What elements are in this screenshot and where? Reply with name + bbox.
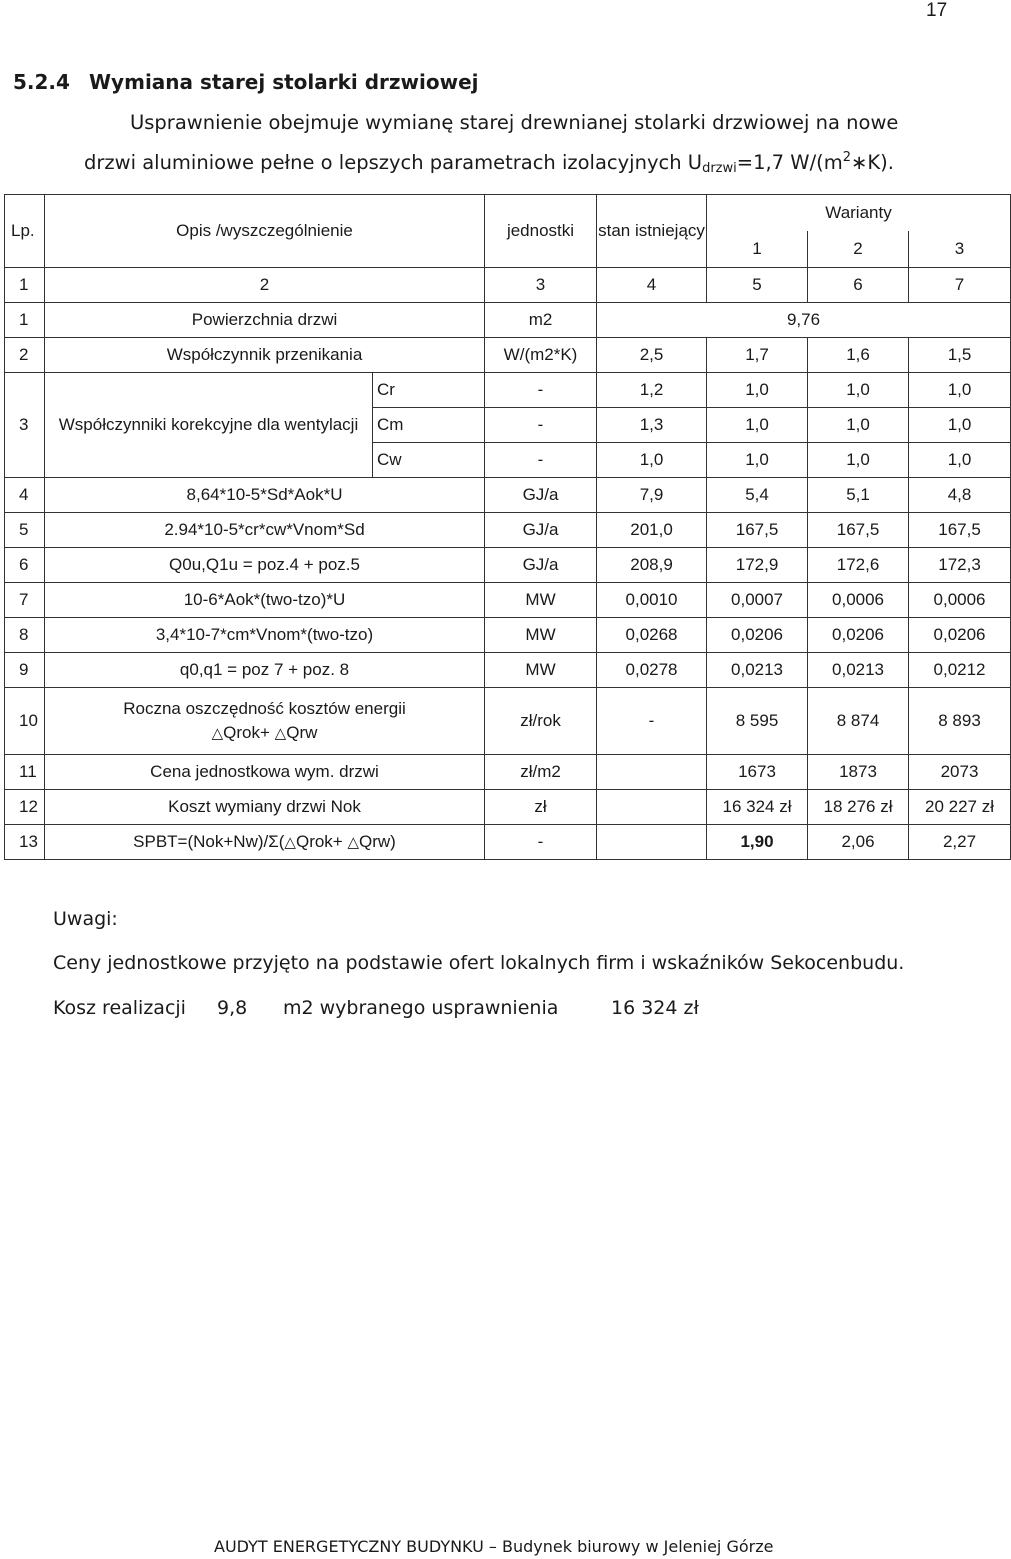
delta-icon: △ bbox=[347, 834, 360, 851]
cost-area: 9,8 bbox=[217, 997, 248, 1019]
colnum: 5 bbox=[707, 268, 808, 303]
row-unit: MW bbox=[485, 653, 597, 688]
row-desc-line2 bbox=[45, 721, 484, 746]
row-desc bbox=[45, 825, 485, 860]
colnum: 6 bbox=[808, 268, 909, 303]
cell-w3: 2073 bbox=[909, 755, 1011, 790]
cost-label: Kosz realizacji bbox=[53, 997, 186, 1019]
cell-stan: 2,5 bbox=[597, 338, 707, 373]
intro-paragraph bbox=[84, 105, 944, 186]
header-row-1 bbox=[5, 195, 1011, 232]
formula-part: SPBT=(Nok+Nw)/Σ( bbox=[133, 832, 285, 851]
cell-stan: 0,0268 bbox=[597, 618, 707, 653]
cell-w1: 0,0206 bbox=[707, 618, 808, 653]
cell-stan: 0,0278 bbox=[597, 653, 707, 688]
cell-stan bbox=[597, 825, 707, 860]
unit-superscript: 2 bbox=[842, 150, 852, 165]
row-desc bbox=[45, 688, 485, 755]
cost-unit: m2 wybranego usprawnienia bbox=[283, 997, 559, 1019]
cell-w1: 16 324 zł bbox=[707, 790, 808, 825]
header-w1: 1 bbox=[707, 231, 808, 268]
row-lp: 10 bbox=[5, 688, 45, 755]
row-unit: W/(m2*K) bbox=[485, 338, 597, 373]
cell-w3: 172,3 bbox=[909, 548, 1011, 583]
table-row bbox=[5, 513, 1011, 548]
row-lp: 8 bbox=[5, 618, 45, 653]
section-title: Wymiana starej stolarki drzwiowej bbox=[89, 70, 479, 94]
row-unit: GJ/a bbox=[485, 548, 597, 583]
colnum: 7 bbox=[909, 268, 1011, 303]
notes-prices: Ceny jednostkowe przyjęto na podstawie ofert lokalnych firm i wskaźników Sekocenbudu. bbox=[53, 952, 905, 974]
cell-stan: 1,2 bbox=[597, 373, 707, 408]
row-desc: Koszt wymiany drzwi Nok bbox=[45, 790, 485, 825]
sub-name: Cr bbox=[373, 373, 485, 408]
cell-w3: 167,5 bbox=[909, 513, 1011, 548]
cell-stan: 7,9 bbox=[597, 478, 707, 513]
cell-stan: 201,0 bbox=[597, 513, 707, 548]
cell-w3: 1,0 bbox=[909, 443, 1011, 478]
cell-w2: 1,0 bbox=[808, 373, 909, 408]
row-unit: zł/m2 bbox=[485, 755, 597, 790]
table-row bbox=[5, 303, 1011, 338]
cell-stan: 208,9 bbox=[597, 548, 707, 583]
colnum: 1 bbox=[5, 268, 45, 303]
table-row bbox=[5, 825, 1011, 860]
row-unit: - bbox=[485, 825, 597, 860]
table-row bbox=[5, 478, 1011, 513]
row-desc-line1: Roczna oszczędność kosztów energii bbox=[123, 698, 406, 718]
cell-stan: 1,3 bbox=[597, 408, 707, 443]
header-w3: 3 bbox=[909, 231, 1011, 268]
header-lp: Lp. bbox=[5, 195, 45, 268]
formula-part: Qrok+ bbox=[223, 722, 275, 742]
formula-part: Qrw) bbox=[359, 832, 396, 851]
row-unit: - bbox=[485, 373, 597, 408]
row-lp: 3 bbox=[5, 373, 45, 478]
delta-icon: △ bbox=[211, 724, 224, 742]
row-unit: MW bbox=[485, 618, 597, 653]
table-row bbox=[5, 583, 1011, 618]
cell-w2: 0,0006 bbox=[808, 583, 909, 618]
formula-part: Qrok+ bbox=[295, 832, 348, 851]
cell-w3: 1,5 bbox=[909, 338, 1011, 373]
cell-w1: 1,0 bbox=[707, 373, 808, 408]
colnum: 4 bbox=[597, 268, 707, 303]
intro-end: ∗K). bbox=[851, 151, 894, 174]
cell-w3: 2,27 bbox=[909, 825, 1011, 860]
cell-w3: 20 227 zł bbox=[909, 790, 1011, 825]
row-unit: - bbox=[485, 443, 597, 478]
row-lp: 13 bbox=[5, 825, 45, 860]
colnum: 3 bbox=[485, 268, 597, 303]
cell-w1: 8 595 bbox=[707, 688, 808, 755]
cell-w2: 0,0206 bbox=[808, 618, 909, 653]
cell-w1: 1,90 bbox=[707, 825, 808, 860]
row-desc: 2.94*10-5*cr*cw*Vnom*Sd bbox=[45, 513, 485, 548]
row-desc: 8,64*10-5*Sd*Aok*U bbox=[45, 478, 485, 513]
row-lp: 5 bbox=[5, 513, 45, 548]
row-lp: 7 bbox=[5, 583, 45, 618]
cell-w2: 18 276 zł bbox=[808, 790, 909, 825]
page-number: 17 bbox=[926, 0, 948, 21]
cell-w3: 0,0206 bbox=[909, 618, 1011, 653]
table-row bbox=[5, 688, 1011, 755]
row-desc: Współczynnik przenikania bbox=[45, 338, 485, 373]
row-unit: MW bbox=[485, 583, 597, 618]
table-row bbox=[5, 548, 1011, 583]
cell-w2: 1,0 bbox=[808, 408, 909, 443]
row-desc: Powierzchnia drzwi bbox=[45, 303, 485, 338]
cell-w3: 0,0212 bbox=[909, 653, 1011, 688]
table-row bbox=[5, 618, 1011, 653]
table-row bbox=[5, 755, 1011, 790]
formula-part: Qrw bbox=[286, 722, 318, 742]
cell-w3: 1,0 bbox=[909, 373, 1011, 408]
section-number: 5.2.4 bbox=[13, 70, 70, 94]
header-jednostki: jednostki bbox=[485, 195, 597, 268]
cell-w2: 5,1 bbox=[808, 478, 909, 513]
delta-icon: △ bbox=[274, 724, 287, 742]
cell-w1: 0,0007 bbox=[707, 583, 808, 618]
calculation-table bbox=[4, 194, 1011, 860]
cell-w1: 1,0 bbox=[707, 408, 808, 443]
page-footer: AUDYT ENERGETYCZNY BUDYNKU – Budynek biurowy w Jeleniej Górze bbox=[214, 1537, 774, 1556]
cell-stan: - bbox=[597, 688, 707, 755]
cell-stan bbox=[597, 790, 707, 825]
table-row bbox=[5, 373, 1011, 408]
cell-stan: 1,0 bbox=[597, 443, 707, 478]
row-lp: 9 bbox=[5, 653, 45, 688]
row-desc: Cena jednostkowa wym. drzwi bbox=[45, 755, 485, 790]
cell-w1: 5,4 bbox=[707, 478, 808, 513]
cell-w3: 1,0 bbox=[909, 408, 1011, 443]
cell-w1: 172,9 bbox=[707, 548, 808, 583]
cell-w3: 8 893 bbox=[909, 688, 1011, 755]
cell-stan: 0,0010 bbox=[597, 583, 707, 618]
row-desc: 10-6*Aok*(two-tzo)*U bbox=[45, 583, 485, 618]
cell-w2: 1873 bbox=[808, 755, 909, 790]
table-row bbox=[5, 653, 1011, 688]
cell-w2: 8 874 bbox=[808, 688, 909, 755]
row-desc: Q0u,Q1u = poz.4 + poz.5 bbox=[45, 548, 485, 583]
header-stan: stan istniejący bbox=[597, 195, 707, 268]
row-unit: zł bbox=[485, 790, 597, 825]
intro-line-2 bbox=[84, 140, 944, 186]
cell-stan bbox=[597, 755, 707, 790]
cell-w2: 167,5 bbox=[808, 513, 909, 548]
row-desc: 3,4*10-7*cm*Vnom*(two-tzo) bbox=[45, 618, 485, 653]
sub-name: Cm bbox=[373, 408, 485, 443]
cell-w1: 1673 bbox=[707, 755, 808, 790]
cell-w3: 4,8 bbox=[909, 478, 1011, 513]
row-lp: 12 bbox=[5, 790, 45, 825]
row-unit: - bbox=[485, 408, 597, 443]
intro-line-1: Usprawnienie obejmuje wymianę starej drewnianej stolarki drzwiowej na nowe bbox=[130, 111, 899, 134]
notes-heading: Uwagi: bbox=[53, 908, 118, 930]
row-unit: m2 bbox=[485, 303, 597, 338]
intro-value: =1,7 W/(m bbox=[736, 151, 843, 174]
cell-w1: 1,7 bbox=[707, 338, 808, 373]
row-lp: 4 bbox=[5, 478, 45, 513]
row-unit: zł/rok bbox=[485, 688, 597, 755]
intro-text: drzwi aluminiowe pełne o lepszych parametrach izolacyjnych U bbox=[84, 151, 703, 174]
notes-cost bbox=[53, 997, 699, 1019]
row-lp: 6 bbox=[5, 548, 45, 583]
cost-value: 16 324 zł bbox=[611, 997, 699, 1019]
header-warianty: Warianty bbox=[707, 195, 1011, 232]
row-desc: Współczynniki korekcyjne dla wentylacji bbox=[45, 373, 373, 478]
cell-w1: 1,0 bbox=[707, 443, 808, 478]
cell-w3: 0,0006 bbox=[909, 583, 1011, 618]
header-w2: 2 bbox=[808, 231, 909, 268]
row-lp: 11 bbox=[5, 755, 45, 790]
row-lp: 1 bbox=[5, 303, 45, 338]
row-unit: GJ/a bbox=[485, 478, 597, 513]
row-value: 9,76 bbox=[597, 303, 1011, 338]
row-lp: 2 bbox=[5, 338, 45, 373]
table-row bbox=[5, 790, 1011, 825]
cell-w1: 0,0213 bbox=[707, 653, 808, 688]
cell-w1: 167,5 bbox=[707, 513, 808, 548]
u-subscript: drzwi bbox=[702, 161, 737, 176]
colnum: 2 bbox=[45, 268, 485, 303]
cell-w2: 0,0213 bbox=[808, 653, 909, 688]
column-number-row bbox=[5, 268, 1011, 303]
cell-w2: 2,06 bbox=[808, 825, 909, 860]
cell-w2: 1,0 bbox=[808, 443, 909, 478]
cell-w2: 172,6 bbox=[808, 548, 909, 583]
header-opis: Opis /wyszczególnienie bbox=[45, 195, 485, 268]
row-unit: GJ/a bbox=[485, 513, 597, 548]
section-heading bbox=[13, 70, 479, 94]
cell-w2: 1,6 bbox=[808, 338, 909, 373]
sub-name: Cw bbox=[373, 443, 485, 478]
row-desc: q0,q1 = poz 7 + poz. 8 bbox=[45, 653, 485, 688]
table-row bbox=[5, 338, 1011, 373]
delta-icon: △ bbox=[284, 834, 296, 851]
